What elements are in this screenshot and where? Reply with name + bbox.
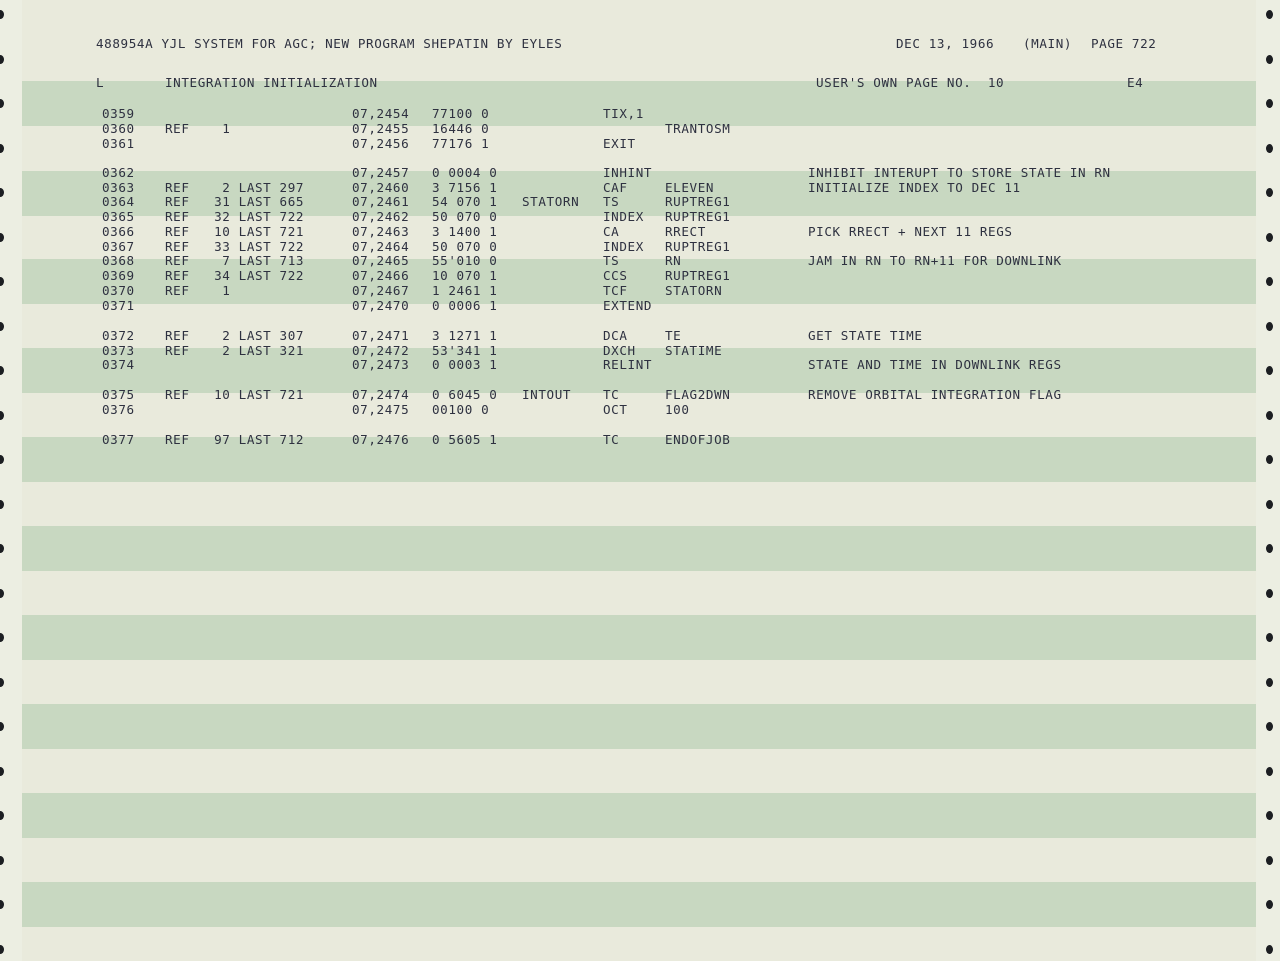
opcode-field: TS — [603, 194, 620, 209]
operand-field: RN — [665, 253, 682, 268]
address-field: 07,2475 — [352, 402, 410, 417]
ref-field: REF 34 LAST 722 — [165, 268, 305, 283]
header-page: PAGE 722 — [1091, 36, 1157, 51]
address-field: 07,2456 — [352, 136, 410, 151]
opcode-field: EXTEND — [603, 298, 653, 313]
line-number: 0361 — [102, 136, 135, 151]
comment-field: REMOVE ORBITAL INTEGRATION FLAG — [808, 387, 1062, 402]
octal-word: 54 070 1 — [432, 194, 498, 209]
right-feed-hole — [1266, 233, 1273, 242]
right-feed-hole — [1266, 188, 1273, 197]
octal-word: 77176 1 — [432, 136, 490, 151]
right-feed-hole — [1266, 900, 1273, 909]
line-number: 0371 — [102, 298, 135, 313]
section-title: INTEGRATION INITIALIZATION — [165, 75, 378, 90]
ref-field: REF 10 LAST 721 — [165, 224, 305, 239]
octal-word: 53'341 1 — [432, 343, 498, 358]
comment-field: INHIBIT INTERUPT TO STORE STATE IN RN — [808, 165, 1111, 180]
ref-field: REF 2 LAST 307 — [165, 328, 305, 343]
line-number: 0364 — [102, 194, 135, 209]
opcode-field: CA — [603, 224, 620, 239]
users-page-number: USER'S OWN PAGE NO. 10 — [816, 75, 1005, 90]
operand-field: STATIME — [665, 343, 723, 358]
comment-field: STATE AND TIME IN DOWNLINK REGS — [808, 357, 1062, 372]
address-field: 07,2470 — [352, 298, 410, 313]
line-number: 0376 — [102, 402, 135, 417]
operand-field: RUPTREG1 — [665, 239, 731, 254]
octal-word: 3 1271 1 — [432, 328, 498, 343]
comment-field: INITIALIZE INDEX TO DEC 11 — [808, 180, 1021, 195]
line-number: 0360 — [102, 121, 135, 136]
octal-word: 50 070 0 — [432, 239, 498, 254]
opcode-field: INDEX — [603, 239, 644, 254]
line-number: 0365 — [102, 209, 135, 224]
address-field: 07,2476 — [352, 432, 410, 447]
right-feed-hole — [1266, 633, 1273, 642]
octal-word: 3 7156 1 — [432, 180, 498, 195]
right-feed-hole — [1266, 544, 1273, 553]
opcode-field: TC — [603, 387, 620, 402]
comment-field: GET STATE TIME — [808, 328, 923, 343]
line-number: 0359 — [102, 106, 135, 121]
operand-field: TRANTOSM — [665, 121, 731, 136]
right-feed-hole — [1266, 589, 1273, 598]
greenbar-band — [18, 882, 1256, 927]
right-feed-hole — [1266, 722, 1273, 731]
header-title: 488954A YJL SYSTEM FOR AGC; NEW PROGRAM SHEPATIN BY EYLES — [96, 36, 563, 51]
address-field: 07,2460 — [352, 180, 410, 195]
opcode-field: DCA — [603, 328, 628, 343]
greenbar-band — [18, 704, 1256, 749]
address-field: 07,2461 — [352, 194, 410, 209]
line-number: 0368 — [102, 253, 135, 268]
octal-word: 0 0003 1 — [432, 357, 498, 372]
line-number: 0373 — [102, 343, 135, 358]
opcode-field: TS — [603, 253, 620, 268]
octal-word: 3 1400 1 — [432, 224, 498, 239]
ref-field: REF 32 LAST 722 — [165, 209, 305, 224]
opcode-field: TC — [603, 432, 620, 447]
line-number: 0374 — [102, 357, 135, 372]
operand-field: 100 — [665, 402, 690, 417]
address-field: 07,2466 — [352, 268, 410, 283]
label-field: INTOUT — [522, 387, 572, 402]
octal-word: 77100 0 — [432, 106, 490, 121]
address-field: 07,2464 — [352, 239, 410, 254]
right-feed-hole — [1266, 277, 1273, 286]
ref-field: REF 2 LAST 321 — [165, 343, 305, 358]
opcode-field: RELINT — [603, 357, 653, 372]
ref-field: REF 10 LAST 721 — [165, 387, 305, 402]
line-number: 0366 — [102, 224, 135, 239]
line-number: 0363 — [102, 180, 135, 195]
right-feed-hole — [1266, 144, 1273, 153]
octal-word: 10 070 1 — [432, 268, 498, 283]
right-feed-hole — [1266, 322, 1273, 331]
right-feed-hole — [1266, 99, 1273, 108]
ref-field: REF 97 LAST 712 — [165, 432, 305, 447]
right-feed-hole — [1266, 366, 1273, 375]
octal-word: 1 2461 1 — [432, 283, 498, 298]
greenbar-band — [18, 615, 1256, 660]
label-field: STATORN — [522, 194, 580, 209]
opcode-field: DXCH — [603, 343, 636, 358]
right-feed-hole — [1266, 411, 1273, 420]
opcode-field: INHINT — [603, 165, 653, 180]
address-field: 07,2465 — [352, 253, 410, 268]
line-number: 0377 — [102, 432, 135, 447]
line-number: 0367 — [102, 239, 135, 254]
address-field: 07,2467 — [352, 283, 410, 298]
line-number: 0369 — [102, 268, 135, 283]
opcode-field: CCS — [603, 268, 628, 283]
right-feed-hole — [1266, 678, 1273, 687]
address-field: 07,2454 — [352, 106, 410, 121]
operand-field: ENDOFJOB — [665, 432, 731, 447]
ref-field: REF 2 LAST 297 — [165, 180, 305, 195]
address-field: 07,2472 — [352, 343, 410, 358]
right-feed-hole — [1266, 455, 1273, 464]
opcode-field: EXIT — [603, 136, 636, 151]
operand-field: ELEVEN — [665, 180, 715, 195]
greenbar-band — [18, 526, 1256, 571]
operand-field: FLAG2DWN — [665, 387, 731, 402]
octal-word: 0 6045 0 — [432, 387, 498, 402]
greenbar-band — [18, 793, 1256, 838]
address-field: 07,2473 — [352, 357, 410, 372]
right-feed-hole — [1266, 767, 1273, 776]
line-number: 0370 — [102, 283, 135, 298]
octal-word: 00100 0 — [432, 402, 490, 417]
octal-word: 0 0006 1 — [432, 298, 498, 313]
comment-field: PICK RRECT + NEXT 11 REGS — [808, 224, 1013, 239]
address-field: 07,2455 — [352, 121, 410, 136]
right-feed-hole — [1266, 500, 1273, 509]
octal-word: 50 070 0 — [432, 209, 498, 224]
opcode-field: INDEX — [603, 209, 644, 224]
octal-word: 55'010 0 — [432, 253, 498, 268]
octal-word: 0 0004 0 — [432, 165, 498, 180]
line-number: 0372 — [102, 328, 135, 343]
address-field: 07,2457 — [352, 165, 410, 180]
octal-word: 16446 0 — [432, 121, 490, 136]
right-feed-hole — [1266, 811, 1273, 820]
comment-field: JAM IN RN TO RN+11 FOR DOWNLINK — [808, 253, 1062, 268]
right-feed-hole — [1266, 945, 1273, 954]
line-number: 0375 — [102, 387, 135, 402]
address-field: 07,2471 — [352, 328, 410, 343]
subheader-marker: L — [96, 75, 105, 90]
ref-field: REF 7 LAST 713 — [165, 253, 305, 268]
right-feed-hole — [1266, 55, 1273, 64]
operand-field: RUPTREG1 — [665, 268, 731, 283]
operand-field: RUPTREG1 — [665, 194, 731, 209]
address-field: 07,2462 — [352, 209, 410, 224]
opcode-field: CAF — [603, 180, 628, 195]
opcode-field: TCF — [603, 283, 628, 298]
right-feed-hole — [1266, 856, 1273, 865]
opcode-field: TIX,1 — [603, 106, 644, 121]
header-date: DEC 13, 1966 — [896, 36, 995, 51]
ref-field: REF 1 — [165, 283, 231, 298]
ref-field: REF 1 — [165, 121, 231, 136]
header-tag: (MAIN) — [1023, 36, 1073, 51]
operand-field: STATORN — [665, 283, 723, 298]
operand-field: RRECT — [665, 224, 706, 239]
ref-field: REF 33 LAST 722 — [165, 239, 305, 254]
operand-field: RUPTREG1 — [665, 209, 731, 224]
address-field: 07,2463 — [352, 224, 410, 239]
octal-word: 0 5605 1 — [432, 432, 498, 447]
operand-field: TE — [665, 328, 682, 343]
line-number: 0362 — [102, 165, 135, 180]
opcode-field: OCT — [603, 402, 628, 417]
ref-field: REF 31 LAST 665 — [165, 194, 305, 209]
right-feed-hole — [1266, 10, 1273, 19]
address-field: 07,2474 — [352, 387, 410, 402]
page-code: E4 — [1127, 75, 1144, 90]
